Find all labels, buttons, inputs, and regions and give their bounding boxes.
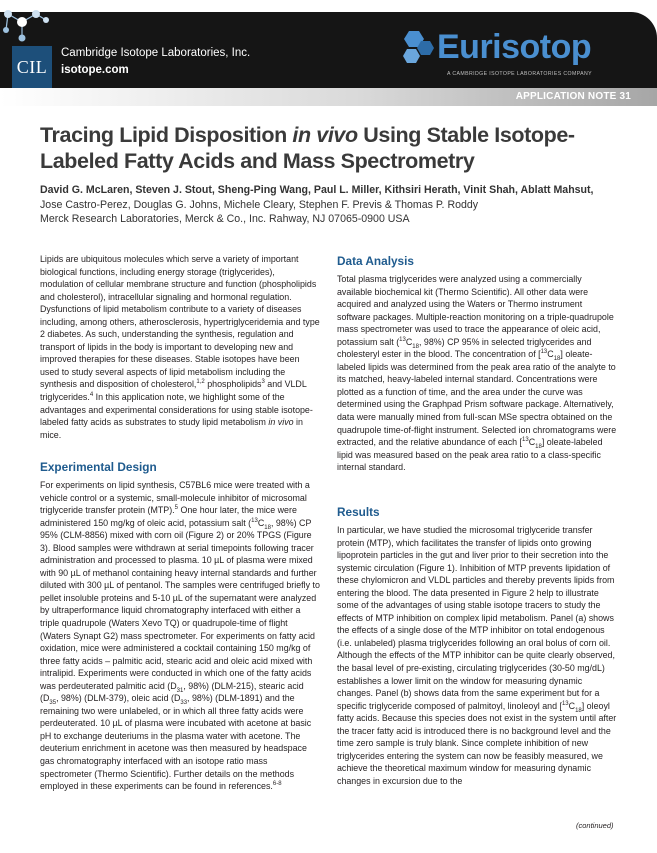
experimental-design-heading: Experimental Design — [40, 460, 157, 474]
eurisotop-hexagon-icon — [395, 30, 435, 66]
data-analysis-paragraph: Total plasma triglycerides were analyzed using a commercially available biochemical kit (Thermo Scientific). All other data were acquired and analyzed using the Waters or Thermo instrument software packages. Multiple-reaction monitoring on a triple-quadrupole mass spectrometer was used to trace the appearance of oleic acid, potassium salt ($^{13}C_{18}$, 98%) CP 95% in selected triglycerides and cholesteryl ester in the blood. The concentration of $[^{13}C_{18}]$ oleate-labeled lipids was determined from the peak area ratio of the analyte to its matched, heavy-labeled internal standard. Concentrations were plotted as a function of time, and the area under the curve was determined using the Graphpad Prism software package. Alternatively, data were manually mined from full-scan MSe spectra obtained on the quadrupole time-of-flight instrument. Selected ion chromatograms were extracted, and the relative abundance of each $[^{13}C_{18}]$ oleate-labeled lipid was measured based on the peak area ratio to a class-specific internal standard. — [337, 274, 617, 473]
authors-line-1: David G. McLaren, Steven J. Stout, Sheng-Ping Wang, Paul L. Miller, Kithsiri Herath, Vinit Shah, Ablatt Mahsut, — [40, 184, 594, 196]
continued-label: (continued) — [576, 821, 614, 830]
company-name: Cambridge Isotope Laboratories, Inc. — [61, 47, 251, 59]
intro-paragraph: Lipids are ubiquitous molecules which serve a variety of important biological functions, including energy storage (triglycerides), modulation of cellular membrane structure and function (phospholipids and cholesterol), intracellular signaling and hormonal regulation. Dysfunctions of lipid metabolism contribute to a variety of diseases including, among others, atherosclerosis, hypertriglyceridemia and type 2 diabetes. As such, understanding the synthesis, regulation and transport of lipids in the body is important to developing new and improved therapies for these diseases. Stable isotopes have been used to study several aspects of lipid metabolism including the synthesis and disposition of cholesterol,$^{1,2}$ phospholipids$^3$ and VLDL triglycerides.$^4$ In this application note, we highlight some of the advantages and experimental considerations for using stable isotope-labeled fatty acids as substrates to study lipid metabolism in vivo in mice. — [40, 254, 320, 440]
results-paragraph: In particular, we have studied the microsomal triglyceride transfer protein (MTP), which facilitates the transfer of lipids onto growing lipoprotein particles in the gut and liver prior to their secretion into the systemic circulation (Figure 1). Inhibition of MTP prevents lipidation of these chylomicron and VLDL particles and thereby prevents lipids from entering the blood. The data presented in Figure 2 help to illustrate some of the advantages of using stable isotope tracers to study the effects of MTP inhibition on complex lipid metabolism. Panel (a) shows the effects of a single dose of the MTP inhibitor on total endogenous (i.e. unlabeled) plasma triglycerides following an oral bolus of corn oil. Although the effects of the MTP inhibitor can be quite clearly observed, the basal level of pre-existing, circulating triglycerides (30-50 mg/dL) establishes a lower limit on the window for measuring dynamic changes. Panel (b) shows data from the same experiment but for a specific triglyceride composed of palmitoyl, linoleoyl and $[^{13}C_{18}]$ oleoyl fatty acids. Because this species does not exist in the system until after the tracer fatty acid is introduced there is no background level and the time zero sample is truly blank. Since complete inhibition of new triglycerides entering the system can now be feasibly measured, we achieve the theoretical maximum window for measuring dynamic changes in excursion due to the — [337, 525, 617, 786]
eurisotop-subtitle: A CAMBRIDGE ISOTOPE LABORATORIES COMPANY — [447, 71, 593, 77]
results-heading: Results — [337, 505, 380, 519]
company-website[interactable]: isotope.com — [61, 64, 129, 76]
experimental-design-paragraph: For experiments on lipid synthesis, C57BL6 mice were treated with a vehicle control or a systemic, small-molecule inhibitor of microsomal triglyceride transfer protein (MTP).$^5$ One hour later, the mice were administered 150 mg/kg of oleic acid, potassium salt ($^{13}C_{18}$, 98%) CP 95% (CLM-8856) mixed with corn oil (Figure 2) or 20% TPGS (Figure 3). Blood samples were withdrawn at serial timepoints following tracer administration and processed to plasma. 10 µL of plasma were mixed with 90 µL of methanol containing heavy internal standards and further diluted with 300 µL of pentanol. The samples were centrifuged briefly to pellet insoluble proteins and 5-10 µL of the supernatant were analyzed by ultraperformance liquid chromatography interfaced with either a triple quadrupole (Waters Xevo TQ) or quadrupole-time of flight (Waters Synapt G2) mass spectrometer. For experiments on fatty acid oxidation, mice were administered a cocktail containing 150 mg/kg of three fatty acids – palmitic acid, stearic acid and oleic acid mixed with intralipid. Experiments were conducted in which one of the fatty acids was perdeuterated palmitic acid ($D_{31}$, 98%) (DLM-215), stearic acid ($D_{35}$, 98%) (DLM-379), oleic acid ($D_{33}$, 98%) (DLM-1891) and the remaining two were unlabeled, or in which all three fatty acids were perdeuterated. 10 µL of plasma were incubated with acetone at basic pH to exchange deuteriums in the plasma water with acetone. The deuterium enrichment in acetone was then measured by headspace gas chromatography interfaced with an isotope ratio mass spectrometer (Thermo Scientific). Further details on the methods employed in these experiments can be found in references.$^{6-8}$ — [40, 480, 320, 792]
affiliation: Merck Research Laboratories, Merck & Co., Inc. Rahway, NJ 07065-0900 USA — [40, 213, 410, 225]
authors-line-2: Jose Castro-Perez, Douglas G. Johns, Michele Cleary, Stephen F. Previs & Thomas P. Roddy — [40, 199, 479, 211]
eurisotop-logo: Eurisotop — [437, 28, 592, 66]
molecule-icon — [0, 0, 60, 52]
application-note-label: APPLICATION NOTE 31 — [515, 91, 631, 102]
page-title: Tracing Lipid Disposition in vivo Using Stable Isotope-Labeled Fatty Acids and Mass Spectrometry — [40, 123, 575, 173]
cil-logo: CIL — [12, 46, 52, 88]
data-analysis-heading: Data Analysis — [337, 254, 414, 268]
